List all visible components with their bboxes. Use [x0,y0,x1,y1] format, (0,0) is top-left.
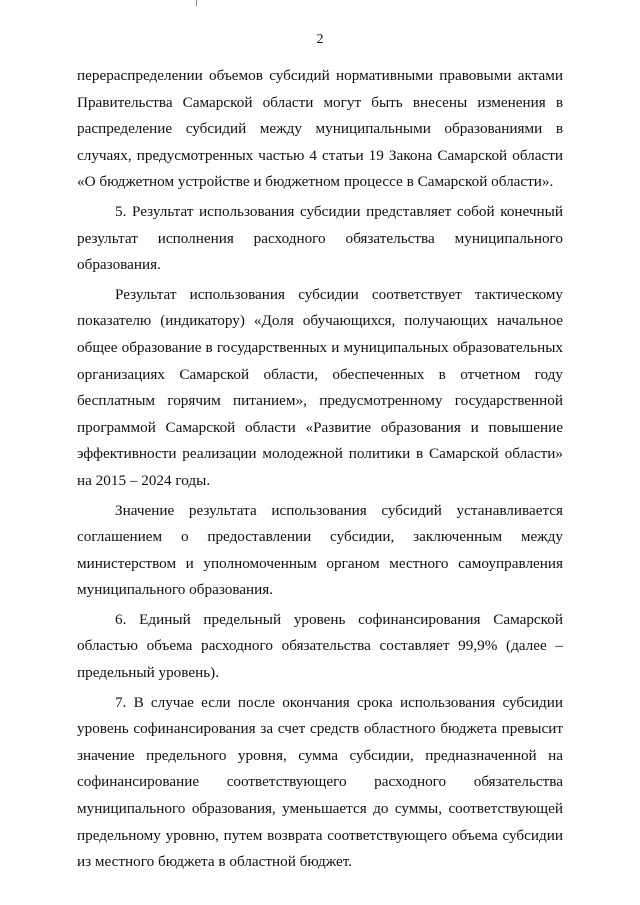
paragraph-item-5: 5. Результат использования субсидии представляет собой конечный результат исполнения расходного обязательства муниципального образования. [77,202,563,274]
paragraph-item-7: 7. В случае если после окончания срока использования субсидии уровень софинансирования за счет средств областного бюджета превысит значение предельного уровня, сумма субсидии, предназначенной на софинансирование соответствующего расходного обязательства муниципального образования, уменьшается до суммы, соответствующей предельному уровню, путем возврата соответствующего объема субсидии из местного бюджета в областной бюджет. [77,693,563,871]
scan-artifact [196,0,197,6]
document-body [77,63,563,879]
paragraph-result-indicator: Результат использования субсидии соответствует тактическому показателю (индикатору) «Доля обучающихся, получающих начальное общее образование в государственных и муниципальных образовательных организациях Самарской области, обеспеченных в отчетном году бесплатным горячим питанием», предусмотренному государственной программой Самарской области «Развитие образования и повышение эффективности реализации молодежной политики в Самарской области» на 2015 – 2024 годы. [77,285,563,489]
page-number: 2 [316,32,324,47]
paragraph-result-value: Значение результата использования субсидий устанавливается соглашением о предоставлении субсидии, заключенным между министерством и уполномоченным органом местного самоуправления муниципального образования. [77,501,563,599]
paragraph-continuation: перераспределении объемов субсидий нормативными правовыми актами Правительства Самарской области могут быть внесены изменения в распределение субсидий между муниципальными образованиями в случаях, предусмотренных частью 4 статьи 19 Закона Самарской области «О бюджетном устройстве и бюджетном процессе в Самарской области». [77,67,563,191]
paragraph-item-6: 6. Единый предельный уровень софинансирования Самарской областью объема расходного обязательства составляет 99,9% (далее – предельный уровень). [77,610,563,682]
